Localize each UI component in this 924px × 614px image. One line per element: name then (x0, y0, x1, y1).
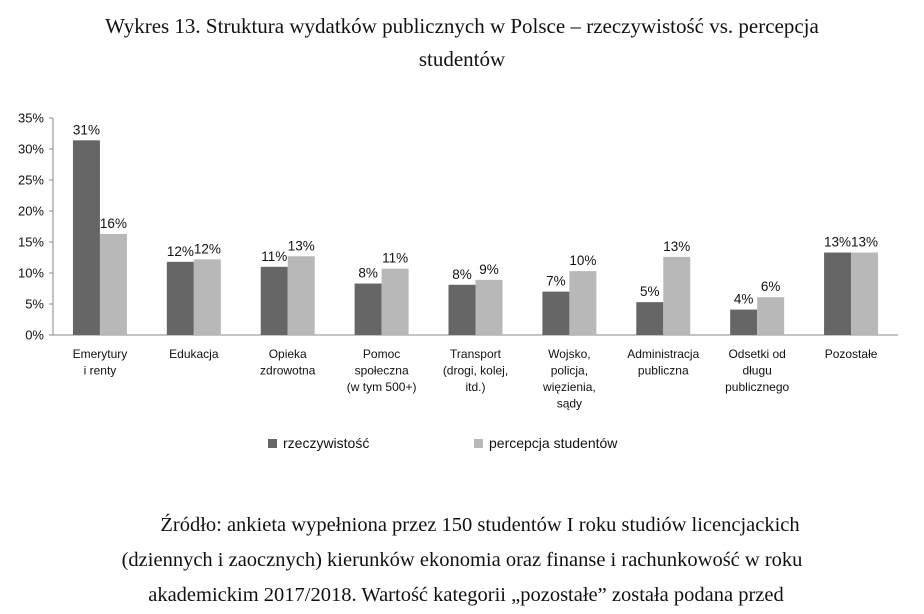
y-tick-label: 5% (25, 296, 44, 312)
category-label: Wojsko, (548, 347, 591, 361)
legend-label-percepcja: percepcja studentów (489, 435, 618, 451)
y-tick-label: 35% (17, 110, 44, 126)
category-label: społeczna (354, 363, 409, 378)
bar-percepcja (382, 269, 409, 335)
category-label: (drogi, kolej, (442, 363, 509, 378)
data-label: 13% (287, 238, 315, 254)
bar-rzeczywistosc (636, 302, 663, 335)
bar-rzeczywistosc (449, 285, 476, 335)
bar-rzeczywistosc (167, 262, 194, 335)
bar-percepcja (663, 257, 690, 335)
y-tick-label: 20% (17, 203, 44, 219)
category-label: zdrowotna (260, 363, 316, 378)
source-line-2: (dziennych i zaocznych) kierunków ekonomia oraz finanse i rachunkowość w roku (121, 549, 803, 571)
source-line-1: Źródło: ankieta wypełniona przez 150 studentów I roku studiów licencjackich (160, 514, 800, 536)
data-label: 7% (546, 273, 566, 289)
data-label: 8% (452, 266, 472, 282)
category-label: publicznego (725, 380, 790, 394)
bar-rzeczywistosc (542, 292, 569, 335)
category-label: policja, (550, 363, 589, 378)
bar-rzeczywistosc (355, 284, 382, 335)
data-label: 9% (479, 261, 499, 277)
bar-rzeczywistosc (73, 140, 100, 335)
bar-percepcja (100, 234, 127, 335)
y-tick-label: 0% (25, 327, 44, 343)
category-label: i renty (83, 363, 117, 378)
data-label: 6% (760, 279, 781, 295)
y-tick-label: 25% (17, 172, 44, 188)
bar-rzeczywistosc (824, 253, 851, 335)
bar-rzeczywistosc (261, 267, 288, 335)
category-label: (w tym 500+) (346, 380, 417, 394)
category-label: sądy (556, 396, 583, 411)
legend-swatch-rzeczywistosc (268, 439, 277, 448)
data-label: 8% (358, 265, 378, 281)
data-label: 4% (733, 291, 754, 307)
bar-percepcja (851, 253, 878, 335)
bar-percepcja (569, 271, 596, 335)
category-label: Odsetki od (728, 347, 786, 361)
chart-title-line-2: studentów (418, 47, 506, 71)
category-label: Opieka (268, 347, 307, 361)
data-label: 12% (166, 243, 194, 259)
data-label: 13% (824, 234, 852, 250)
data-label: 11% (261, 248, 288, 264)
data-label: 16% (99, 215, 127, 231)
category-label: Pomoc (362, 347, 401, 361)
y-tick-label: 30% (17, 141, 44, 157)
category-label: Transport (450, 347, 501, 361)
data-label: 10% (569, 253, 597, 269)
category-label: długu (742, 363, 772, 378)
legend-swatch-percepcja (474, 439, 483, 448)
bar-percepcja (757, 297, 784, 335)
data-label: 11% (382, 250, 409, 266)
bar-percepcja (288, 256, 315, 335)
source-note (0, 508, 924, 613)
y-tick-label: 15% (17, 234, 44, 250)
data-label: 13% (851, 234, 879, 250)
bar-percepcja (194, 259, 221, 335)
chart-title-line-1: Wykres 13. Struktura wydatków publicznych w Polsce – rzeczywistość vs. percepcja (105, 14, 819, 38)
data-label: 12% (193, 241, 221, 257)
legend-label-rzeczywistosc: rzeczywistość (283, 435, 370, 451)
data-label: 31% (72, 122, 100, 138)
bar-chart (0, 100, 924, 480)
category-label: itd.) (465, 380, 486, 394)
bar-percepcja (476, 280, 503, 335)
chart-title (0, 10, 924, 76)
bar-rzeczywistosc (730, 310, 757, 335)
category-label: Emerytury (72, 347, 128, 361)
data-label: 5% (640, 284, 660, 300)
category-label: Administracja (627, 347, 700, 361)
source-line-3: akademickim 2017/2018. Wartość kategorii „pozostałe” została podana przed (148, 584, 784, 606)
category-label: Edukacja (169, 347, 219, 361)
y-tick-label: 10% (17, 265, 44, 281)
category-label: Pozostałe (824, 347, 878, 361)
category-label: więzienia, (543, 380, 596, 394)
category-label: publiczna (637, 363, 689, 378)
data-label: 13% (663, 238, 691, 254)
